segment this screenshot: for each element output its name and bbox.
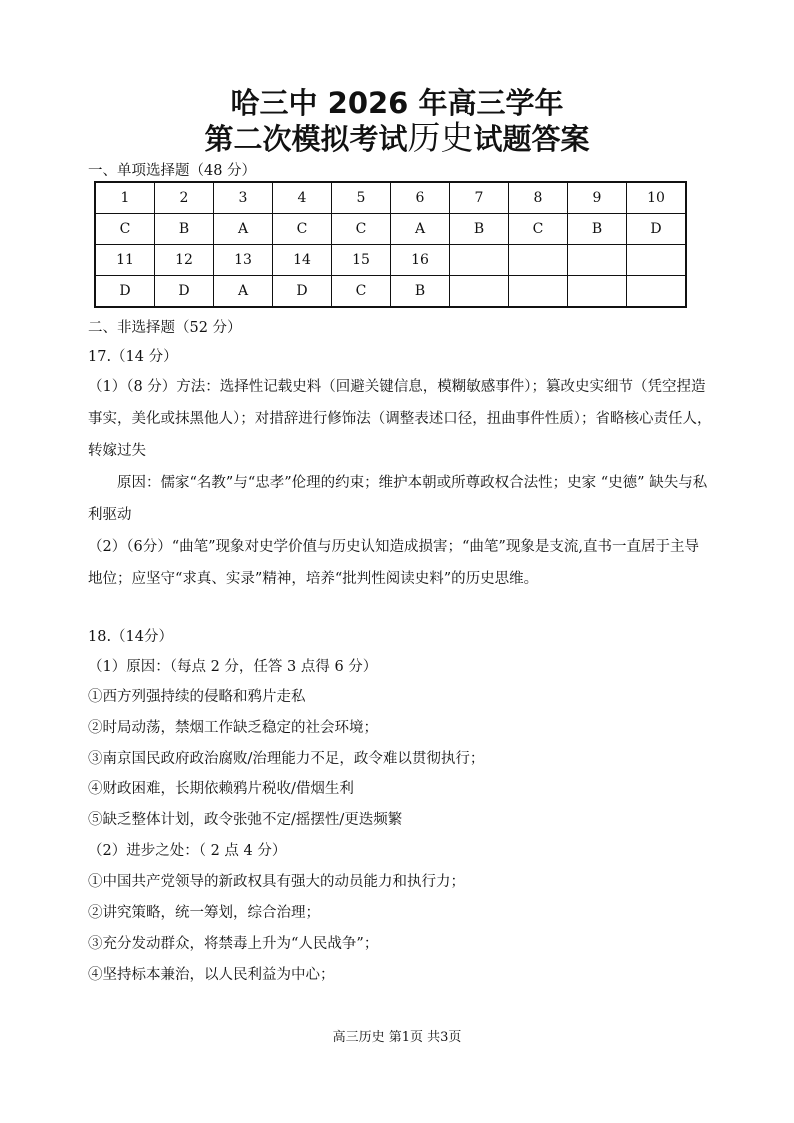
- q17-part2: （2）（6分）“曲笔”现象对史学价值与历史认知造成损害；“曲笔”现象是支流,直书一直居于主导地位；应坚守“求真、实录”精神，培养“批判性阅读史料”的历史思维。: [88, 539, 699, 587]
- q17-heading: 17.（14 分）: [88, 349, 178, 365]
- answer-table-cell: A: [391, 214, 450, 245]
- answer-table-cell: C: [332, 276, 391, 308]
- answer-table-cell: 16: [391, 245, 450, 276]
- q18-part2-heading: （2）进步之处：（ 2 点 4 分）: [88, 843, 287, 859]
- answer-table-cell: 8: [509, 182, 568, 214]
- answer-table-row: [95, 276, 686, 308]
- answer-table-cell: 4: [273, 182, 332, 214]
- answer-table-cell: [627, 245, 687, 276]
- q18-part2-item: ④坚持标本兼治，以人民利益为中心；: [88, 967, 335, 983]
- q18-part1-item: ④财政困难，长期依赖鸦片税收/借烟生利: [88, 781, 354, 797]
- answer-table-cell: [568, 276, 627, 308]
- q18-part2-item: ③充分发动群众，将禁毒上升为“人民战争”；: [88, 936, 379, 952]
- q18-part1-item: ①西方列强持续的侵略和鸦片走私: [88, 689, 306, 705]
- answer-table-cell: 11: [95, 245, 155, 276]
- title-line-2-suffix: 试题答案: [473, 122, 590, 156]
- answer-table-cell: [509, 245, 568, 276]
- answer-table-cell: 2: [155, 182, 214, 214]
- q18-part1-heading: （1）原因：（每点 2 分，任答 3 点得 6 分）: [88, 659, 378, 675]
- answer-table-cell: [509, 276, 568, 308]
- answer-table-cell: C: [95, 214, 155, 245]
- answer-table: [94, 181, 687, 308]
- answer-table-cell: [450, 245, 509, 276]
- answer-table-row: [95, 214, 686, 245]
- answer-table-cell: 12: [155, 245, 214, 276]
- answer-table-cell: D: [155, 276, 214, 308]
- answer-table-cell: C: [509, 214, 568, 245]
- answer-table-cell: 6: [391, 182, 450, 214]
- answer-table-cell: [568, 245, 627, 276]
- page-footer: 高三历史 第1页 共3页: [332, 1030, 462, 1045]
- q18-part2-item: ①中国共产党领导的新政权具有强大的动员能力和执行力；: [88, 874, 465, 890]
- answer-table-cell: B: [568, 214, 627, 245]
- title-line-2: [0, 120, 794, 157]
- answer-table-cell: 7: [450, 182, 509, 214]
- answer-table-cell: 14: [273, 245, 332, 276]
- q17-reason: 原因：儒家“名教”与“忠孝”伦理的约束；维护本朝或所尊政权合法性；史家 “史德” 缺失与私利驱动: [88, 475, 708, 523]
- answer-table-row: [95, 182, 686, 214]
- answer-table-cell: 9: [568, 182, 627, 214]
- answer-table-row: [95, 245, 686, 276]
- title-line-2-prefix: 第二次模拟考试: [204, 122, 408, 156]
- title-subject: 历史: [407, 118, 474, 157]
- answer-table-cell: [627, 276, 687, 308]
- answer-table-cell: 10: [627, 182, 687, 214]
- answer-table-cell: [450, 276, 509, 308]
- answer-table-cell: C: [273, 214, 332, 245]
- section1-heading: 一、单项选择题（48 分）: [88, 163, 257, 179]
- answer-table-cell: D: [627, 214, 687, 245]
- title-line-1: 哈三中 2026 年高三学年: [230, 86, 564, 120]
- answer-table-cell: 15: [332, 245, 391, 276]
- answer-table-cell: B: [155, 214, 214, 245]
- q18-heading: 18.（14分）: [88, 629, 174, 645]
- section2-heading: 二、非选择题（52 分）: [88, 320, 242, 336]
- answer-table-cell: A: [214, 276, 273, 308]
- answer-table-cell: 13: [214, 245, 273, 276]
- answer-table-cell: B: [391, 276, 450, 308]
- answer-table-cell: D: [95, 276, 155, 308]
- answer-table-cell: 3: [214, 182, 273, 214]
- answer-table-cell: A: [214, 214, 273, 245]
- q17-part1: （1）（8 分）方法：选择性记载史料（回避关键信息，模糊敏感事件）；篡改史实细节（凭空捏造事实，美化或抹黑他人）；对措辞进行修饰法（调整表述口径，扭曲事件性质）；省略核心责任人，转嫁过失: [88, 379, 712, 459]
- q18-part1-item: ③南京国民政府政治腐败/治理能力不足，政令难以贯彻执行；: [88, 751, 485, 767]
- answer-table-cell: 5: [332, 182, 391, 214]
- q18-part1-item: ⑤缺乏整体计划，政令张弛不定/摇摆性/更迭频繁: [88, 812, 403, 828]
- q18-part1-item: ②时局动荡，禁烟工作缺乏稳定的社会环境；: [88, 720, 378, 736]
- answer-table-cell: D: [273, 276, 332, 308]
- answer-table-cell: B: [450, 214, 509, 245]
- answer-table-cell: 1: [95, 182, 155, 214]
- q18-part2-item: ②讲究策略，统一筹划，综合治理；: [88, 905, 320, 921]
- answer-table-cell: C: [332, 214, 391, 245]
